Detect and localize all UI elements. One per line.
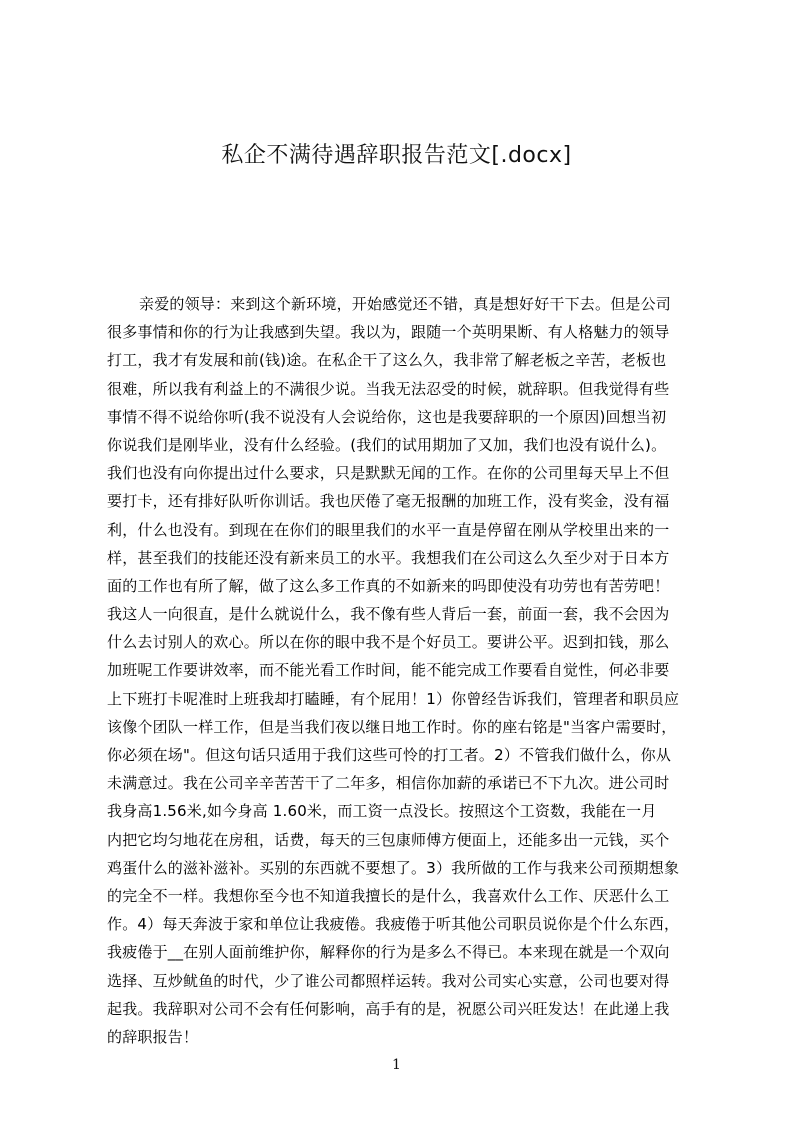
- body-line: 该像个团队一样工作，但是当我们夜以继日地工作时。你的座右铭是"当客户需要时，: [107, 717, 677, 736]
- body-line: 起我。我辞职对公司不会有任何影响，高手有的是，祝愿公司兴旺发达！在此递上我: [107, 999, 670, 1018]
- body-line: 内把它均匀地花在房租，话费，每天的三包康师傅方便面上，还能多出一元钱，买个: [107, 830, 670, 849]
- body-line: 作。4）每天奔波于家和单位让我疲倦。我疲倦于听其他公司职员说你是个什么东西，: [107, 915, 680, 934]
- body-line: 要打卡，还有排好队听你训话。我也厌倦了毫无报酬的加班工作，没有奖金，没有福: [107, 492, 670, 511]
- body-line: 的辞职报告！: [107, 1027, 199, 1046]
- body-line: 我身高1.56米,如今身高 1.60米，而工资一点没长。按照这个工资数，我能在一月: [107, 802, 657, 821]
- body-line: 样，甚至我们的技能还没有新来员工的水平。我想我们在公司这么久至少对于日本方: [107, 548, 670, 567]
- body-line: 加班呢工作要讲效率，而不能光看工作时间，能不能完成工作要看自觉性，何必非要: [107, 661, 670, 680]
- body-line: 你说我们是刚毕业，没有什么经验。(我们的试用期加了又加，我们也没有说什么)。: [107, 435, 667, 454]
- page-number: 1: [392, 1057, 401, 1073]
- body-line: 亲爱的领导：来到这个新环境，开始感觉还不错，真是想好好干下去。但是公司: [139, 295, 672, 313]
- body-line: 未满意过。我在公司辛辛苦苦干了二年多，相信你加薪的承诺已不下九次。进公司时: [107, 774, 670, 793]
- body-line: 我们也没有向你提出过什么要求，只是默默无闻的工作。在你的公司里每天早上不但: [107, 464, 670, 483]
- body-line: 鸡蛋什么的滋补滋补。买别的东西就不要想了。3）我所做的工作与我来公司预期想象: [107, 858, 680, 877]
- body-line: 选择、互炒鱿鱼的时代，少了谁公司都照样运转。我对公司实心实意，公司也要对得: [107, 971, 670, 990]
- body-line: 什么去讨别人的欢心。所以在你的眼中我不是个好员工。要讲公平。迟到扣钱，那么: [107, 633, 670, 652]
- body-line: 我疲倦于__在别人面前维护你，解释你的行为是多么不得已。本来现在就是一个双向: [107, 943, 670, 962]
- body-line: 你必须在场"。但这句话只适用于我们这些可怜的打工者。2）不管我们做什么，你从: [107, 746, 672, 764]
- document-body: [107, 290, 697, 1051]
- body-line: 打工，我才有发展和前(钱)途。在私企干了这么久，我非常了解老板之辛苦，老板也: [107, 351, 667, 370]
- body-line: 很难，所以我有利益上的不满很少说。当我无法忍受的时候，就辞职。但我觉得有些: [107, 379, 670, 398]
- body-line: 事情不得不说给你听(我不说没有人会说给你，这也是我要辞职的一个原因)回想当初: [107, 407, 667, 426]
- body-line: 面的工作也有所了解，做了这么多工作真的不如新来的吗即使没有功劳也有苦劳吧！: [107, 576, 670, 595]
- body-line: 利，什么也没有。到现在在你们的眼里我们的水平一直是停留在刚从学校里出来的一: [107, 520, 670, 539]
- body-line: 的完全不一样。我想你至今也不知道我擅长的是什么，我喜欢什么工作、厌恶什么工: [107, 886, 670, 905]
- body-line: 很多事情和你的行为让我感到失望。我以为，跟随一个英明果断、有人格魅力的领导: [107, 323, 670, 342]
- body-line: 我这人一向很直，是什么就说什么，我不像有些人背后一套，前面一套，我不会因为: [107, 605, 670, 624]
- document-title: 私企不满待遇辞职报告范文[.docx]: [221, 143, 572, 168]
- body-line: 上下班打卡呢准时上班我却打瞌睡，有个屁用！1）你曾经告诉我们，管理者和职员应: [107, 689, 680, 708]
